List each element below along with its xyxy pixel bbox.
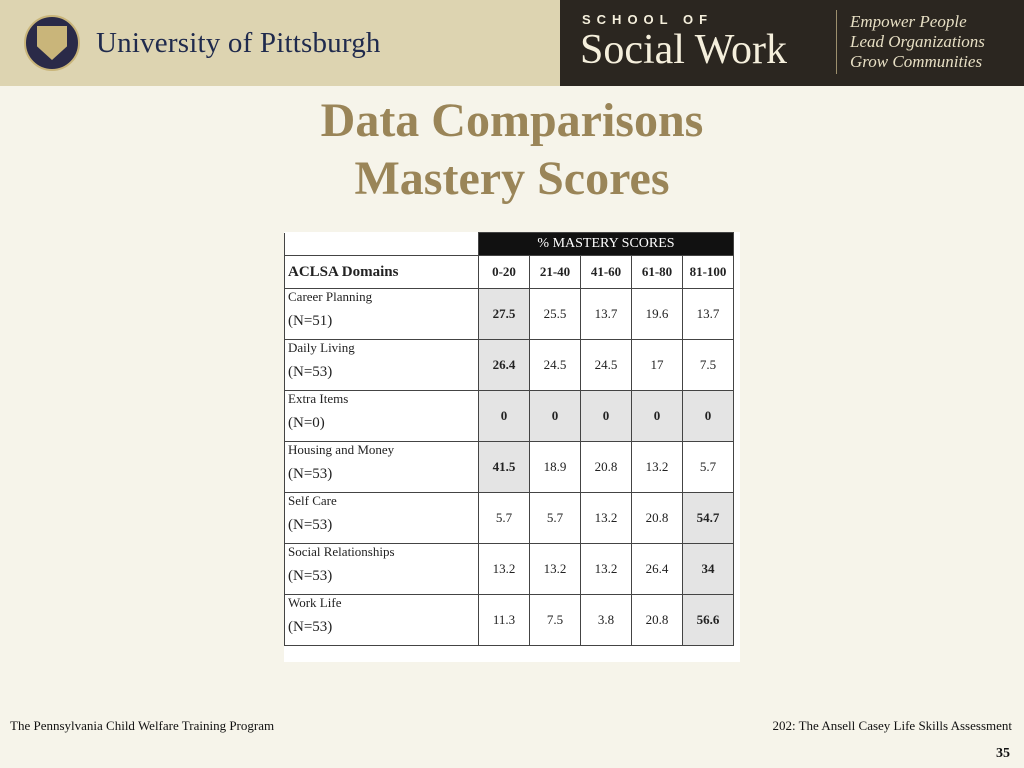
score-cell: 18.9: [530, 442, 581, 493]
mastery-scores-table: [284, 232, 734, 646]
range-column-header: 0-20: [479, 256, 530, 289]
score-cell: 17: [632, 340, 683, 391]
taglines: [850, 12, 985, 72]
score-cell: 20.8: [632, 493, 683, 544]
score-cell: 13.2: [581, 544, 632, 595]
university-banner: [0, 0, 560, 86]
title-line-2: Mastery Scores: [354, 152, 670, 205]
domain-sample-size: (N=53): [288, 364, 333, 380]
score-cell: 24.5: [530, 340, 581, 391]
domain-sample-size: (N=0): [288, 415, 325, 431]
domain-sample-size: (N=53): [288, 619, 333, 635]
score-cell: 56.6: [683, 595, 734, 646]
table-row: [285, 493, 734, 544]
score-cell: 54.7: [683, 493, 734, 544]
score-cell: 20.8: [632, 595, 683, 646]
table-row: [285, 544, 734, 595]
score-cell: 0: [530, 391, 581, 442]
score-cell: 25.5: [530, 289, 581, 340]
mastery-group-header: % MASTERY SCORES: [479, 233, 734, 256]
domain-name: Extra Items: [288, 391, 349, 406]
banner-divider: [836, 10, 837, 74]
domain-sample-size: (N=51): [288, 313, 333, 329]
tagline-2: Lead Organizations: [850, 32, 985, 51]
domain-cell: [285, 544, 479, 595]
tagline-1: Empower People: [850, 12, 967, 31]
domain-sample-size: (N=53): [288, 568, 333, 584]
score-cell: 24.5: [581, 340, 632, 391]
mastery-table-container: [284, 232, 740, 662]
score-cell: 0: [632, 391, 683, 442]
score-cell: 13.2: [479, 544, 530, 595]
score-cell: 13.7: [581, 289, 632, 340]
score-cell: 0: [479, 391, 530, 442]
score-cell: 5.7: [479, 493, 530, 544]
score-cell: 41.5: [479, 442, 530, 493]
university-name: University of Pittsburgh: [96, 26, 381, 59]
footer-course: 202: The Ansell Casey Life Skills Assessment: [772, 718, 1012, 733]
score-cell: 7.5: [683, 340, 734, 391]
domain-cell: [285, 289, 479, 340]
score-cell: 5.7: [530, 493, 581, 544]
title-line-1: Data Comparisons: [320, 94, 704, 147]
domain-column-header: ACLSA Domains: [285, 256, 479, 289]
table-row: [285, 442, 734, 493]
range-column-header: 41-60: [581, 256, 632, 289]
university-seal-icon: [24, 15, 80, 71]
slide-title: [0, 92, 1024, 208]
table-row: [285, 391, 734, 442]
range-column-header: 21-40: [530, 256, 581, 289]
score-cell: 26.4: [479, 340, 530, 391]
table-row: [285, 340, 734, 391]
domain-name: Social Relationships: [288, 544, 395, 559]
school-banner: [560, 0, 1024, 86]
domain-cell: [285, 595, 479, 646]
domain-name: Self Care: [288, 493, 337, 508]
score-cell: 11.3: [479, 595, 530, 646]
range-column-header: 61-80: [632, 256, 683, 289]
score-cell: 20.8: [581, 442, 632, 493]
score-cell: 13.2: [530, 544, 581, 595]
domain-cell: [285, 391, 479, 442]
tagline-3: Grow Communities: [850, 52, 983, 71]
page-number: 35: [996, 746, 1010, 761]
score-cell: 7.5: [530, 595, 581, 646]
domain-name: Daily Living: [288, 340, 355, 355]
footer-program: The Pennsylvania Child Welfare Training Program: [10, 718, 275, 733]
domain-cell: [285, 340, 479, 391]
school-of-label: SCHOOL OF: [582, 12, 714, 27]
score-cell: 13.2: [632, 442, 683, 493]
score-cell: 19.6: [632, 289, 683, 340]
score-cell: 34: [683, 544, 734, 595]
score-cell: 3.8: [581, 595, 632, 646]
score-cell: 13.2: [581, 493, 632, 544]
table-row: [285, 289, 734, 340]
domain-name: Work Life: [288, 595, 342, 610]
score-cell: 13.7: [683, 289, 734, 340]
domain-cell: [285, 493, 479, 544]
domain-sample-size: (N=53): [288, 466, 333, 482]
score-cell: 0: [683, 391, 734, 442]
table-row: [285, 595, 734, 646]
range-column-header: 81-100: [683, 256, 734, 289]
domain-name: Career Planning: [288, 289, 373, 304]
score-cell: 27.5: [479, 289, 530, 340]
domain-cell: [285, 442, 479, 493]
table-corner: [285, 233, 479, 256]
score-cell: 5.7: [683, 442, 734, 493]
domain-sample-size: (N=53): [288, 517, 333, 533]
domain-name: Housing and Money: [288, 442, 395, 457]
score-cell: 26.4: [632, 544, 683, 595]
score-cell: 0: [581, 391, 632, 442]
school-name: Social Work: [580, 27, 787, 73]
